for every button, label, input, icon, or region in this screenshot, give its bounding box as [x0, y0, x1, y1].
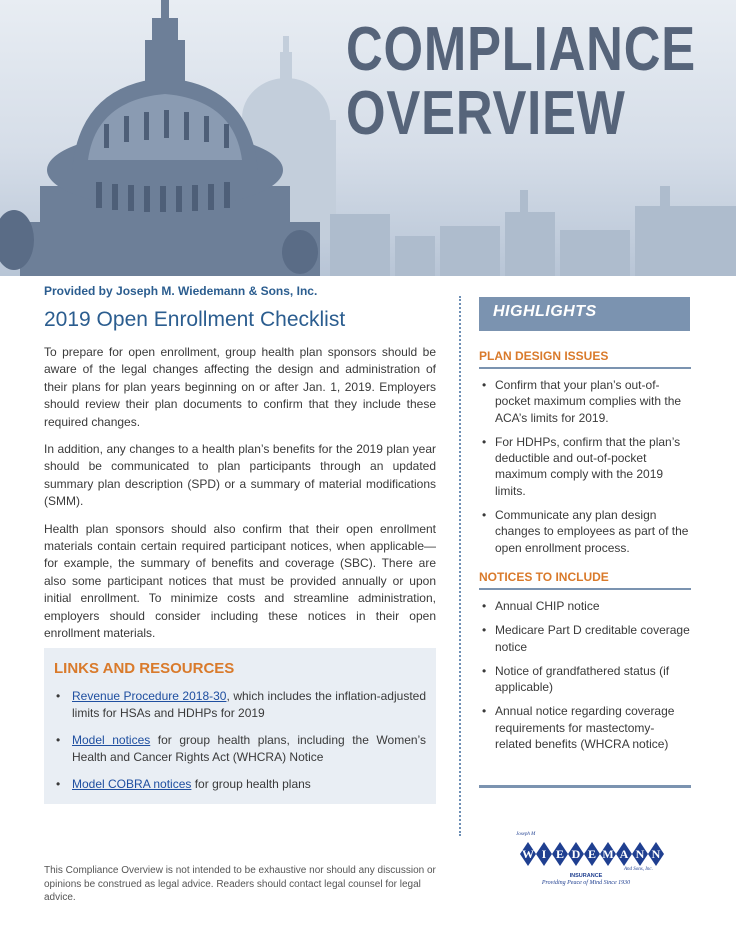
list-item — [479, 622, 691, 655]
plan-design-list — [479, 377, 691, 564]
list-item — [479, 598, 691, 614]
list-item — [479, 663, 691, 696]
bullet-icon: • — [56, 732, 61, 747]
link-description: , which includes the inflation-adjusted limits for HSAs and HDHPs for 2019 — [72, 689, 426, 721]
bullet-icon: • — [482, 434, 487, 449]
list-item-text: Medicare Part D creditable coverage notice — [495, 623, 690, 654]
links-resources-box — [44, 648, 436, 804]
paragraph-3: Health plan sponsors should also confirm that their open enrollment materials contain certain required participant notices, when applicable—for example, the summary of benefits and coverage (SBC). There are also some participant notices that must be provided annually or upon initial enrollment. To minimize costs and streamline administration, employers should consider including these notices in their open enrollment materials. — [44, 521, 436, 641]
list-item-text: Annual notice regarding coverage requirements for mastectomy-related benefits (WHCRA notice) — [495, 704, 675, 752]
revenue-procedure-link[interactable]: Revenue Procedure 2018-30 — [72, 689, 227, 703]
bullet-icon: • — [482, 663, 487, 678]
list-item-text: Annual CHIP notice — [495, 599, 600, 613]
provided-by: Provided by Joseph M. Wiedemann & Sons, Inc. — [44, 284, 318, 298]
column-divider — [459, 296, 461, 836]
banner-title-line2: OVERVIEW — [346, 79, 626, 148]
list-item — [54, 688, 426, 723]
list-item — [479, 507, 691, 556]
header-banner — [0, 0, 736, 276]
logo-letter: E — [587, 847, 597, 861]
links-heading: LINKS AND RESOURCES — [54, 660, 235, 677]
logo-tagline: Providing Peace of Mind Since 1930 — [541, 880, 631, 886]
list-item — [479, 703, 691, 752]
section-rule — [479, 588, 691, 590]
list-item-text: For HDHPs, confirm that the plan’s deductible and out-of-pocket maximum comply with the 2019 limits. — [495, 434, 681, 498]
list-item-text: Communicate any plan design changes to employees as part of the open enrollment process. — [495, 508, 689, 555]
logo-letter: N — [635, 847, 645, 861]
bullet-icon: • — [56, 776, 61, 791]
paragraph-1: To prepare for open enrollment, group health plan sponsors should be aware of the legal changes affecting the design and administration of their plans for plan years beginning on or after Jan. 1, 2019. Employers should review their plan documents to confirm that they include these required changes. — [44, 345, 436, 429]
model-cobra-notices-link[interactable]: Model COBRA notices — [72, 776, 192, 791]
notices-list — [479, 598, 691, 760]
link-description: for group health plans, including the Women’s Health and Cancer Rights Act (WHCRA) Notice — [72, 732, 427, 765]
list-item — [54, 732, 426, 767]
banner-title-line1: COMPLIANCE — [346, 15, 696, 84]
logo-mark — [506, 826, 666, 882]
plan-design-heading: PLAN DESIGN ISSUES — [479, 349, 609, 363]
list-item — [479, 434, 691, 499]
logo-letter: W — [522, 847, 534, 861]
highlights-box — [479, 297, 690, 331]
logo-letter: E — [555, 847, 565, 861]
logo-sub: And Sons, Inc. — [624, 867, 653, 872]
list-item-text: Notice of grandfathered status (if applicable) — [495, 663, 670, 695]
highlights-heading: HIGHLIGHTS — [493, 303, 597, 320]
list-item — [54, 776, 426, 793]
section-rule — [479, 367, 691, 369]
link-description: for group health plans — [191, 776, 311, 791]
bullet-icon: • — [482, 623, 487, 638]
paragraph-2: In addition, any changes to a health plan’s benefits for the 2019 plan year should be communicated to plan participants through an updated summary plan description (SPD) or a summary of material modifications (SMM). — [44, 442, 436, 509]
bullet-icon: • — [56, 689, 61, 703]
notices-heading: NOTICES TO INCLUDE — [479, 570, 609, 584]
model-notices-link[interactable]: Model notices — [72, 732, 151, 747]
page-title: 2019 Open Enrollment Checklist — [44, 308, 346, 331]
bullet-icon: • — [482, 704, 487, 719]
logo-insurance: INSURANCE — [569, 873, 603, 879]
logo-letter: D — [571, 847, 581, 861]
links-list — [54, 688, 426, 802]
bullet-icon: • — [482, 599, 487, 613]
wiedemann-logo — [506, 826, 666, 888]
bullet-icon: • — [482, 508, 487, 523]
logo-top: Joseph M — [516, 832, 536, 837]
logo-letter: M — [602, 847, 614, 861]
bullet-icon: • — [482, 378, 487, 392]
logo-letter: A — [619, 847, 629, 861]
bottom-rule — [479, 785, 691, 788]
body-text — [44, 344, 436, 653]
list-item-text: Confirm that your plan’s out-of-pocket maximum complies with the ACA’s limits for 2019. — [495, 378, 682, 425]
logo-letter: I — [541, 847, 547, 861]
banner-title — [346, 15, 696, 148]
logo-letter: N — [651, 847, 661, 861]
disclaimer: This Compliance Overview is not intended to be exhaustive nor should any discussion or opinions be construed as legal advice. Readers should contact legal counsel for legal advice. — [44, 865, 436, 903]
list-item — [479, 377, 691, 426]
